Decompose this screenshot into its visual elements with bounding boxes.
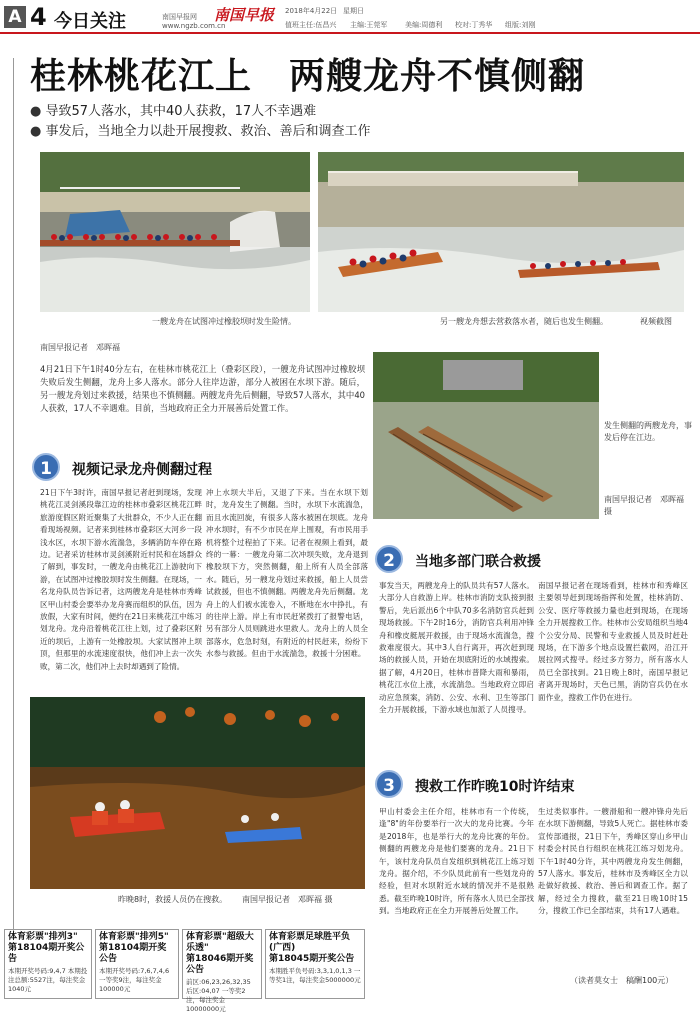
section-name: 今日关注 [54, 11, 126, 32]
section-1-heading [32, 453, 332, 483]
section-2-col-1: 事发当天，两艘龙舟上的队员共有57人落水。大部分人自救游上岸。桂林市消防支队接到报警后，先后派出6个中队70多名消防官兵赶到现场救援。下午2时16分，消防官兵利用冲锋舟和橡皮艇展开救援，由于现场水流湍急，搜救难度很大。其中3人自行离开，再次赶到现场的救援人员，开始在坝底附近的水域搜索。据了解，4月20日，桂林市普降大雨和暴雨，桃花江水位上涨，水流湍急。当地政府立即启动应急预案，消防、公安、水利、卫生等部门全力开展救援，下游水域也加派了人员搜寻。 [379, 581, 534, 715]
left-rule [13, 58, 14, 938]
lead-paragraph: 4月21日下午1时40分左右，在桂林市桃花江上（叠彩区段），一艘龙舟试图冲过橡胶坝失败后发生侧翻，龙舟上多人落水。部分人往岸边游，部分人被困在水坝下游。随后，另一艘龙舟划过来救援，结果也不慎侧翻。两艘龙舟先后侧翻，导致57人落水，其中40人获救，17人不幸遇难。目前，当地政府正全力开展善后处置工作。 [40, 364, 365, 413]
side-photo-credit: 南国早报记者 邓晖福 摄 [604, 495, 684, 516]
lottery-4-title: 体育彩票足球胜平负(广西) [269, 932, 351, 953]
section-2-col-2: 南国早报记者在现场看到，桂林市和秀峰区主要领导赶到现场指挥和处置，桂林消防、公安、医疗等救援力量也赶到现场，在现场全力开展搜救工作。桂林市公安局组织当地4个公安分局、民警和专业救援人员及时赶赴现场，在下游多个地点设置拦截网，沿江开展拉网式搜寻。经过多方努力，所有落水人员已全部找到。21日晚上8时，南国早报记者离开现场时，天色已黑，消防官兵仍在水面作业，搜救工作仍在进行。 [538, 581, 688, 702]
lottery-1-title: 体育彩票"排列3" [8, 932, 78, 942]
editor-label: 值班主任:伍昌兴 [285, 21, 337, 29]
section-2-title: 当地多部门联合救援 [415, 554, 541, 570]
caption-photo-right: 另一艘龙舟想去营救落水者，随后也发生侧翻。 [440, 317, 608, 326]
section-letter: A [4, 6, 26, 28]
lottery-3-body: 前区:06,23,26,32,35 后区:04,07 一等奖2注，每注奖金10000000元 [186, 978, 251, 1013]
lottery-3-title: 体育彩票"超级大乐透" [186, 932, 254, 953]
caption-night-credit: 南国早报记者 邓晖福 摄 [242, 895, 333, 904]
caption-night-photo: 昨晚8时，救援人员仍在搜救。 [118, 895, 228, 904]
lottery-4-sub: 第18045期开奖公告 [269, 954, 355, 964]
newspaper-logo: 南国早报 [214, 6, 275, 24]
lottery-1-body: 本期开奖号码:9,4,7 本期投注总额:5527注，每注奖金1040元 [8, 967, 88, 993]
proof-label: 校对:丁秀华 [455, 21, 493, 29]
section-1-col-1: 21日下午3时许，南国早报记者赶到现场，发现桃花江灵剑溪段靠江边的桂林市叠彩区桃花江畔旅游度假区附近聚集了大批群众，不少人正在翻看现场视频。记者来到桂林市叠彩区大河乡一段浅水区，水坝下游水流湍急，多辆消防车停在路边。记者采访桂林市灵剑溪附近村民和在场群众了解到，事发时，一艘龙舟由桃花江上游驶向下游，在试图冲过橡胶坝时发生侧翻。在现场，一名龙舟队员告诉记者，这两艘龙舟是桂林市秀峰区甲山村委会要举办龙舟赛而组织的队伍，因为放假，大家有时间，便约在21日来桃花江中练习划龙舟。龙舟沿着桃花江往上划，过了叠彩区附近的坝后，上游有一处橡胶坝。大家试图冲上坝顶，但那里的水流速度很快，他们冲上去一次失败，第二次，他们冲上去时却遇到了险情。 [40, 488, 202, 671]
section-1-number: 1 [32, 453, 60, 481]
photo-first-boat [40, 152, 310, 312]
lottery-ad-3 [182, 929, 262, 1013]
section-3-col-2: 生过类似事件。一艘滑船和一艘冲锋舟先后在水坝下游侧翻，导致5人死亡。据桂林市委宣传部通报，21日下午，秀峰区穿山乡甲山村委会村民自行组织在桃花江练习划龙舟。下午1时40分许，其中两艘龙舟发生侧翻，57人落水。事发后，桂林市及秀峰区全力以赴做好救援、救治、善后和调查工作。据了解，经过全力搜救，截至21日晚10时15分，搜救工作已全部结束，共有17人遇难。 [538, 807, 688, 916]
lottery-4-body: 本期胜平负号码:3,3,1,0,1,3 一等奖1注，每注奖金5000000元 [269, 967, 361, 984]
lottery-2-body: 本期开奖号码:7,6,7,4,6 一等奖9注，每注奖金100000元 [99, 967, 170, 993]
lottery-3-sub: 第18046期开奖公告 [186, 954, 254, 975]
section-3-heading [375, 770, 675, 800]
section-3-col-1: 甲山村委会主任介绍，桂林市有一个传统，逢"8"的年份要举行一次大的龙舟比赛。今年是2018年，也是举行大的龙舟比赛的年份。侧翻的两艘龙舟是他们要赛的龙舟。21日下午，该村龙舟队员自发组织到桃花江上练习划龙舟。据介绍，不少队员此前有一些划龙舟的经验，但对水坝附近水域的情况并不是很熟悉。截至昨晚10时许，所有落水人员已全部找到。当地政府正在全力开展善后处置工作。 [379, 807, 534, 916]
byline: 南国早报记者 邓晖福 [40, 343, 120, 352]
section-1-col-2: 冲上水坝大半后，又退了下来。当在水坝下划时，龙舟发生了侧翻。当时，水坝下水流湍急，而且水流回旋，有很多人落水被困在坝底。龙舟冲水坝时，有不少市民在岸上围观，有市民用手机将整个过程拍了下来。记者在视频上看到，最终的一幕：一艘龙舟第二次冲坝失败，龙舟退到橡胶坝下方，突然侧翻，船上所有人员全部落水。随后，另一艘龙舟划过来救援，船上人员尝试救援，但也不慎侧翻。两艘龙舟先后侧翻。龙舟上的人们被水流卷入，不断地在水中挣扎，有的往岸上游。岸上有市民赶紧拨打了报警电话，另有部分人员则跳进水里救人。龙舟上的人员全部落水，危急时刻，有附近的村民赶来，纷纷下水参与救援。但由于水流湍急，救援十分困难。 [206, 488, 368, 659]
page-header [0, 0, 700, 34]
bullet-2-text: 事发后，当地全力以赴开展搜救、救治、善后和调查工作 [45, 124, 371, 139]
lottery-2-sub: 第18104期开奖公告 [99, 943, 167, 964]
bullet-2: ● 事发后，当地全力以赴开展搜救、救治、善后和调查工作 [30, 124, 371, 139]
org-text: 南国早报网 [162, 13, 197, 21]
typeset-label: 组版:刘刚 [505, 21, 536, 29]
lottery-2-title: 体育彩票"排列5" [99, 932, 169, 942]
section-2-heading [375, 545, 675, 575]
section-3-credit: （读者莫女士 稿酬100元） [570, 976, 674, 985]
page-number: 4 [30, 3, 47, 31]
section-3-title: 搜救工作昨晚10时许结束 [415, 779, 575, 795]
lottery-1-sub: 第18104期开奖公告 [8, 943, 85, 964]
weekday-text: 星期日 [343, 7, 364, 15]
caption-photo-credit: 视频截图 [640, 317, 672, 326]
chief-label: 主编:王莞军 [350, 21, 388, 29]
bullet-1-text: 导致57人落水，其中40人获救，17人不幸遇难 [45, 104, 317, 119]
section-3-number: 3 [375, 770, 403, 798]
bullet-1: ● 导致57人落水，其中40人获救，17人不幸遇难 [30, 104, 317, 119]
photo-night-rescue [30, 697, 365, 889]
lottery-ad-2 [95, 929, 179, 999]
caption-photo-left: 一艘龙舟在试图冲过橡胶坝时发生险情。 [152, 317, 296, 326]
headline: 桂林桃花江上 两艘龙舟不慎侧翻 [30, 56, 586, 97]
site-url[interactable]: www.ngzb.com.cn [162, 22, 226, 30]
date-text: 2018年4月22日 [285, 7, 338, 15]
lottery-ad-4 [265, 929, 365, 999]
section-1-title: 视频记录龙舟侧翻过程 [72, 462, 212, 478]
photo-second-boat [318, 152, 684, 312]
photo-boats-shore [373, 352, 599, 519]
art-label: 美编:周德利 [405, 21, 443, 29]
side-photo-caption: 发生侧翻的两艘龙舟，事发后停在江边。 [604, 421, 692, 442]
lottery-ad-1 [4, 929, 92, 999]
section-2-number: 2 [375, 545, 403, 573]
